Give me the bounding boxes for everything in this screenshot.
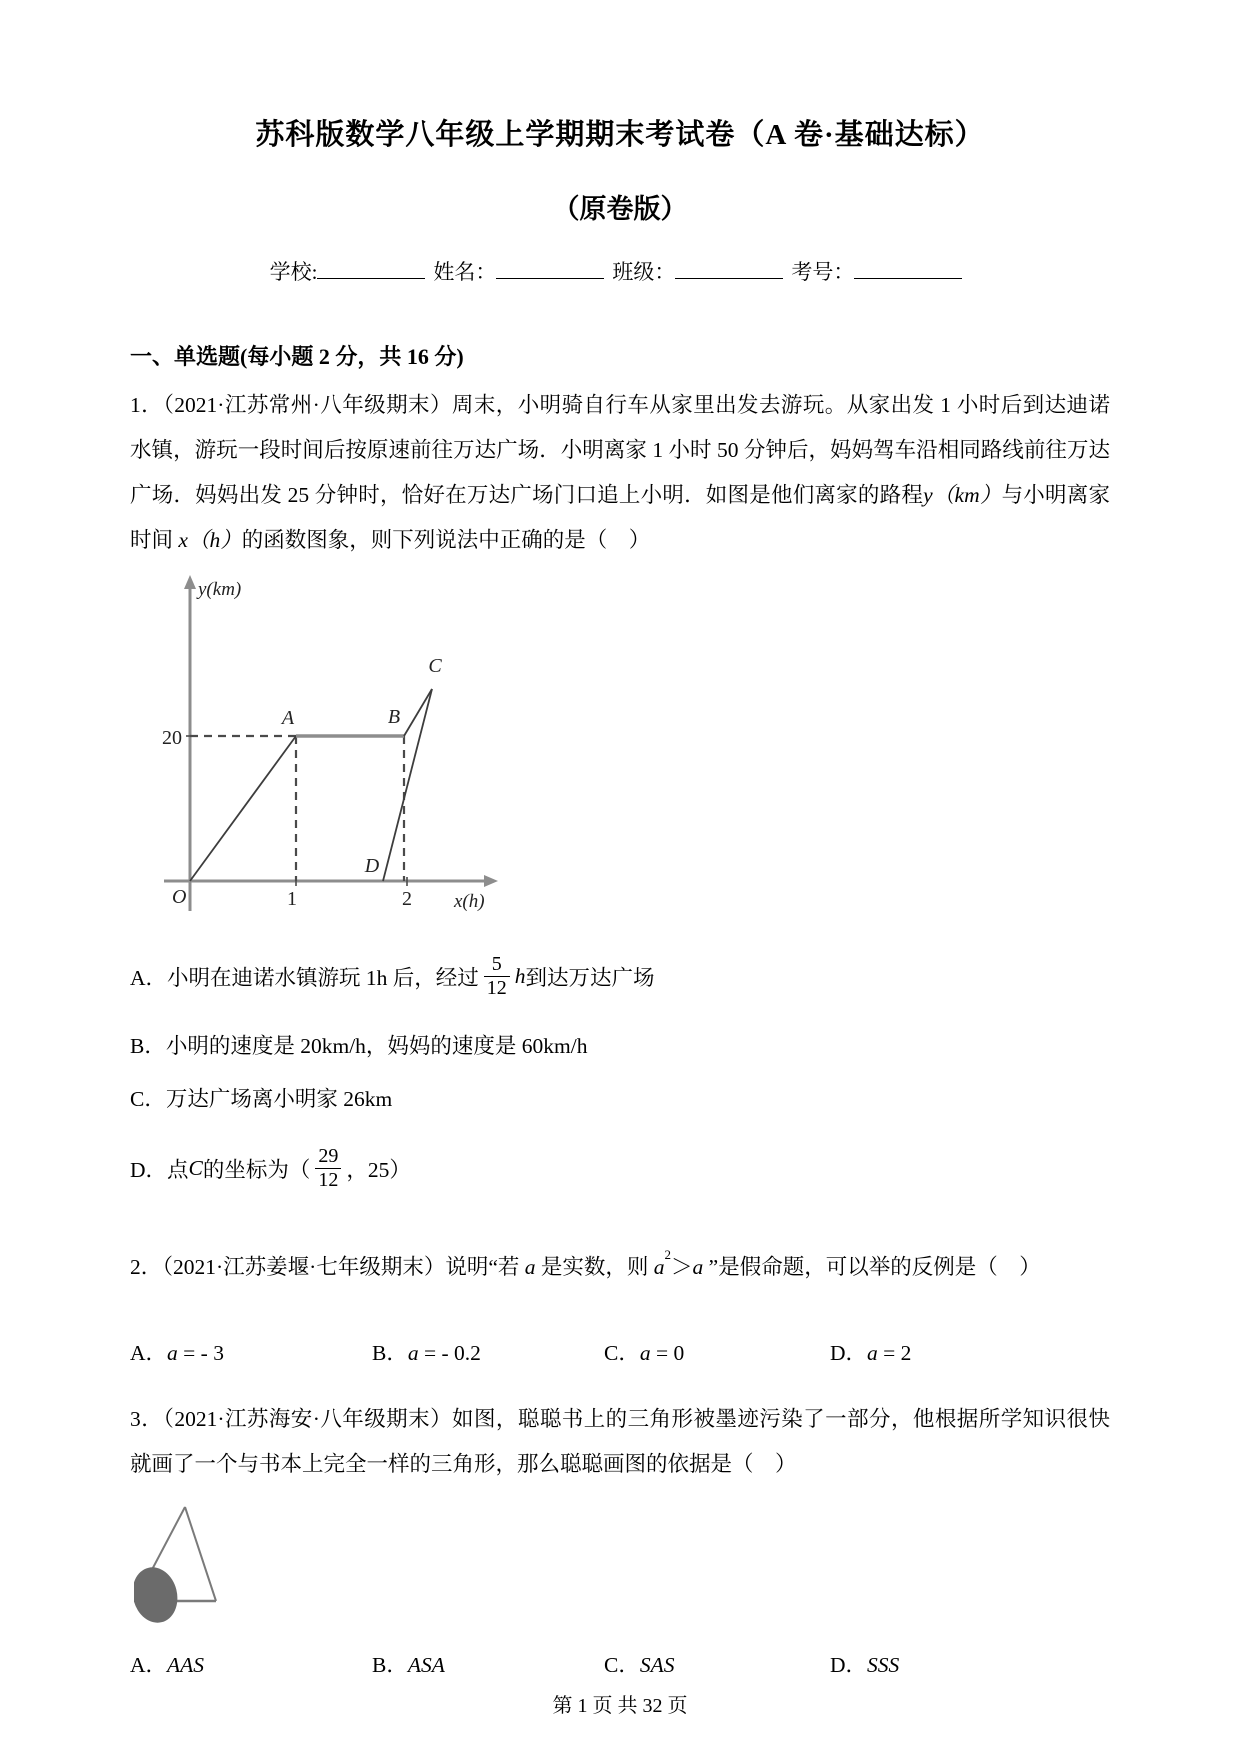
q1-option-d-pre: D．点 bbox=[130, 1157, 189, 1182]
q2-expr-exponent: 2 bbox=[664, 1246, 672, 1262]
q1-function-graph bbox=[136, 571, 1110, 921]
fraction-denominator: 12 bbox=[315, 1168, 341, 1191]
q2-stem-pre: 2．（2021·江苏姜堰·七年级期末）说明“若 bbox=[130, 1255, 520, 1280]
fraction-5-12 bbox=[484, 953, 510, 999]
q3-option-c-value: SAS bbox=[639, 1653, 675, 1678]
q2-option-a-label: A． bbox=[130, 1341, 168, 1366]
y-axis-arrow-icon bbox=[184, 575, 196, 589]
q3-option-a-value: AAS bbox=[167, 1653, 205, 1678]
q2-option-c-value: = 0 bbox=[655, 1341, 685, 1366]
point-a-label: A bbox=[281, 707, 295, 729]
q3-option-d-label: D． bbox=[830, 1653, 868, 1678]
school-label: 学校: bbox=[269, 260, 318, 284]
name-blank bbox=[496, 256, 604, 279]
q2-option-d bbox=[830, 1336, 1110, 1367]
q2-option-d-label: D． bbox=[830, 1341, 868, 1366]
q2-option-b-label: B． bbox=[372, 1341, 408, 1366]
student-info-row bbox=[130, 256, 1110, 286]
y-axis-label: y(km) bbox=[198, 579, 242, 600]
q2-option-c bbox=[604, 1336, 830, 1367]
origin-label: O bbox=[172, 886, 187, 908]
exam-no-blank bbox=[854, 256, 962, 279]
triangle-right-edge bbox=[185, 1507, 216, 1601]
q2-option-c-var: a bbox=[639, 1341, 651, 1366]
fraction-numerator: 5 bbox=[491, 953, 502, 976]
q2-option-c-label: C． bbox=[604, 1341, 640, 1366]
q1-var-x-unit: （h） bbox=[187, 528, 242, 552]
q2-expr-base: a bbox=[653, 1255, 665, 1280]
q2-var-a: a bbox=[524, 1255, 536, 1280]
x-tick-2-label: 2 bbox=[402, 888, 412, 910]
question-2-stem bbox=[130, 1239, 1110, 1290]
q3-figure-svg bbox=[134, 1501, 234, 1629]
q3-option-b bbox=[372, 1648, 604, 1679]
q1-option-a-var: h bbox=[514, 963, 526, 988]
segment-o-a bbox=[190, 736, 296, 881]
q2-stem-mid: 是实数，则 bbox=[540, 1255, 649, 1280]
q2-option-d-var: a bbox=[867, 1341, 878, 1366]
q1-option-a bbox=[130, 945, 1110, 1007]
q3-option-a-label: A． bbox=[130, 1653, 168, 1678]
q1-option-d-mid: 的坐标为（ bbox=[202, 1157, 311, 1182]
page-subtitle: （原卷版） bbox=[552, 194, 688, 224]
q2-stem-post: ”是假命题，可以举的反例是（ ） bbox=[708, 1255, 1041, 1280]
fraction-numerator: 29 bbox=[318, 1145, 339, 1168]
q3-stem-text: 3．（2021·江苏海安·八年级期末）如图，聪聪书上的三角形被墨迹污染了一部分，他根据所学知识很快就画了一个与书本上完全一样的三角形，那么聪聪画图的依据是（ ） bbox=[130, 1407, 1110, 1477]
ink-blot-icon bbox=[134, 1563, 183, 1628]
q2-option-b-value: = - 0.2 bbox=[423, 1341, 481, 1366]
q2-option-a bbox=[130, 1336, 372, 1367]
q2-option-a-value: = - 3 bbox=[183, 1341, 224, 1366]
school-blank bbox=[317, 256, 425, 279]
segment-b-c bbox=[404, 689, 432, 736]
fraction-29-12 bbox=[315, 1145, 341, 1191]
q1-graph-svg bbox=[136, 571, 516, 916]
question-1-stem bbox=[130, 383, 1110, 563]
q1-option-b-text: B．小明的速度是 20km/h，妈妈的速度是 60km/h bbox=[130, 1034, 588, 1058]
point-b-label: B bbox=[387, 706, 401, 728]
question-3-stem bbox=[130, 1397, 1110, 1487]
page-title: 苏科版数学八年级上学期期末考试卷（A 卷·基础达标） bbox=[255, 119, 985, 151]
q1-option-d-tail: ，25） bbox=[346, 1157, 411, 1182]
x-axis-arrow-icon bbox=[484, 875, 498, 887]
q2-expr-a2: a bbox=[692, 1255, 704, 1280]
q2-expr-compare: ＞ bbox=[671, 1255, 693, 1280]
class-label: 班级： bbox=[612, 260, 676, 284]
point-d-label: D bbox=[364, 855, 380, 877]
q2-option-d-value: = 2 bbox=[883, 1341, 912, 1366]
q1-option-a-text: A．小明在迪诺水镇游玩 1h 后，经过 bbox=[130, 965, 479, 990]
x-tick-1-label: 1 bbox=[287, 888, 297, 910]
q1-option-c bbox=[130, 1082, 1110, 1113]
point-c-label: C bbox=[428, 655, 442, 677]
q1-option-a-tail: 到达万达广场 bbox=[525, 965, 655, 990]
q2-option-a-var: a bbox=[167, 1341, 178, 1366]
exam-no-label: 考号： bbox=[791, 260, 855, 284]
class-blank bbox=[675, 256, 783, 279]
q1-var-y: y bbox=[923, 483, 933, 507]
q3-option-b-label: B． bbox=[372, 1653, 408, 1678]
q1-stem-tail: 的函数图象，则下列说法中正确的是（ ） bbox=[241, 528, 651, 552]
q2-option-b bbox=[372, 1336, 604, 1367]
q2-option-b-var: a bbox=[407, 1341, 419, 1366]
q3-option-d bbox=[830, 1648, 1110, 1679]
q1-option-c-text: C．万达广场离小明家 26km bbox=[130, 1087, 393, 1111]
q1-var-x: x bbox=[178, 528, 188, 552]
name-label: 姓名： bbox=[433, 260, 497, 284]
q3-option-c-label: C． bbox=[604, 1653, 640, 1678]
fraction-denominator: 12 bbox=[484, 976, 510, 999]
y-tick-20-label: 20 bbox=[162, 727, 182, 749]
section-heading: 一、单选题(每小题 2 分，共 16 分) bbox=[130, 344, 464, 369]
q3-triangle-figure bbox=[134, 1501, 1110, 1634]
q3-options-row bbox=[130, 1648, 1110, 1679]
q1-stem-mid: 与小明离家时间 bbox=[130, 483, 1110, 552]
q3-option-b-value: ASA bbox=[407, 1653, 445, 1678]
q3-option-a bbox=[130, 1648, 372, 1679]
page-number-footer: 第 1 页 共 32 页 bbox=[552, 1695, 688, 1717]
q1-option-d bbox=[130, 1137, 1110, 1199]
q1-option-b bbox=[130, 1029, 1110, 1060]
x-axis-label: x(h) bbox=[454, 891, 485, 912]
q3-option-d-value: SSS bbox=[867, 1653, 900, 1678]
q1-option-d-var: C bbox=[188, 1155, 203, 1180]
q2-options-row bbox=[130, 1336, 1110, 1367]
q1-stem-main: 1．（2021·江苏常州·八年级期末）周末，小明骑自行车从家里出发去游玩。从家出发 1 小时后到达迪诺水镇，游玩一段时间后按原速前往万达广场．小明离家 1 小时 50 分钟后，妈妈驾车沿相同路线前往万达广场．妈妈出发 25 分钟时，恰好在万达广场门口追上小明．如图是他们离家的路程 bbox=[130, 393, 1110, 507]
q1-var-y-unit: （km） bbox=[932, 483, 1002, 507]
q3-option-c bbox=[604, 1648, 830, 1679]
